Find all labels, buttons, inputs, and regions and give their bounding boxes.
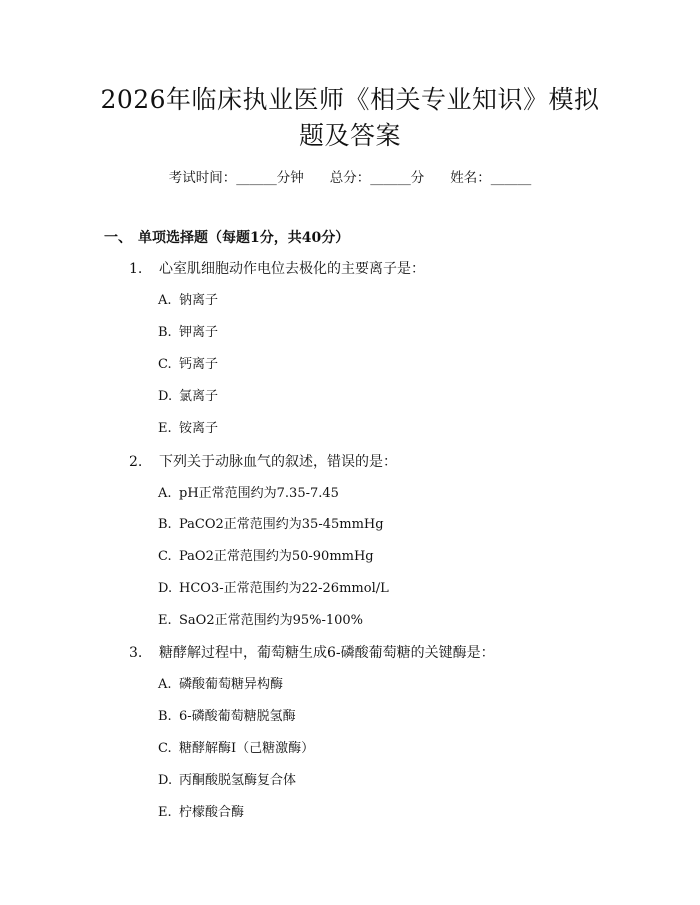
option-text: 糖酵解酶I（己糖激酶） [179,741,315,756]
exam-total-score: 总分：______分 [329,170,425,186]
option-text: 氯离子 [179,389,219,404]
option-letter: B. [158,709,172,724]
exam-name: 姓名：______ [450,170,532,186]
question-1-option-c [158,355,218,375]
question-3-option-b [158,707,296,727]
question-2-option-d [158,579,389,599]
question-3-option-d [158,771,296,791]
section-heading [104,228,349,248]
option-text: 钙离子 [179,357,219,372]
question-3-option-e [158,803,244,823]
option-text: pH正常范围约为7.35-7.45 [179,486,339,501]
option-letter: E. [158,421,172,436]
question-number: 1. [129,261,143,277]
option-text: HCO3-正常范围约为22-26mmol/L [179,581,389,596]
option-letter: C. [158,357,172,372]
section-title: 单项选择题（每题1分，共40分） [138,230,350,246]
question-number: 2. [129,454,143,470]
exam-time: 考试时间：______分钟 [168,170,304,186]
question-1-option-a [158,291,218,311]
option-text: 磷酸葡萄糖异构酶 [179,677,284,692]
question-3 [129,643,495,663]
section-number: 一、 [104,230,132,246]
question-text: 心室肌细胞动作电位去极化的主要离子是： [159,261,425,277]
exam-meta [0,168,700,188]
option-letter: D. [158,581,173,596]
question-2-option-a [158,484,339,504]
option-letter: D. [158,389,173,404]
option-text: 柠檬酸合酶 [179,805,245,820]
question-1-option-e [158,419,218,439]
option-text: PaO2正常范围约为50-90mmHg [179,549,374,564]
option-letter: B. [158,325,172,340]
question-text: 下列关于动脉血气的叙述，错误的是： [159,454,397,470]
question-3-option-c [158,739,314,759]
option-letter: B. [158,517,172,532]
document-title-line-1: 2026年临床执业医师《相关专业知识》模拟 [100,85,600,114]
option-letter: E. [158,613,172,628]
option-text: 钾离子 [179,325,219,340]
option-letter: C. [158,549,172,564]
option-text: 6-磷酸葡萄糖脱氢酶 [179,709,296,724]
document-title-line-2: 题及答案 [298,121,401,150]
option-letter: A. [158,486,172,501]
option-text: 丙酮酸脱氢酶复合体 [179,773,297,788]
option-letter: A. [158,677,172,692]
option-letter: A. [158,293,172,308]
question-2-option-c [158,547,374,567]
question-3-option-a [158,675,283,695]
question-2-option-e [158,611,363,631]
question-2 [129,452,397,472]
question-text: 糖酵解过程中，葡萄糖生成6-磷酸葡萄糖的关键酶是： [159,645,495,661]
question-2-option-b [158,515,384,535]
option-text: 钠离子 [179,293,219,308]
question-number: 3. [129,645,143,661]
option-letter: D. [158,773,173,788]
option-letter: C. [158,741,172,756]
option-text: 铵离子 [179,421,219,436]
option-letter: E. [158,805,172,820]
question-1-option-b [158,323,218,343]
question-1 [129,259,425,279]
option-text: SaO2正常范围约为95%-100% [179,613,364,628]
question-1-option-d [158,387,218,407]
option-text: PaCO2正常范围约为35-45mmHg [179,517,384,532]
